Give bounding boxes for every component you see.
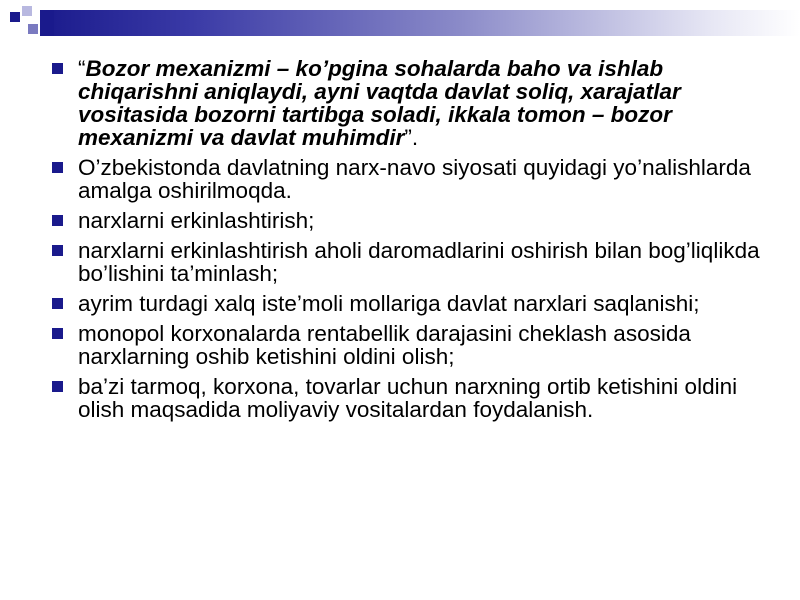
list-item-text: ba’zi tarmoq, korxona, tovarlar uchun narxning ortib ketishini oldini olish maqsadida moliyaviy vositalardan foydalanish. (78, 374, 738, 422)
header-gradient-bar (40, 10, 800, 36)
square-bullet-icon (52, 381, 63, 392)
list-item-text: O’zbekistonda davlatning narx-navo siyosati quyidagi yo’nalishlarda amalga oshirilmoqda. (78, 155, 751, 203)
list-item (50, 375, 770, 421)
decor-square (28, 24, 38, 34)
square-bullet-icon (52, 63, 63, 74)
list-item (50, 322, 770, 368)
close-quote: ”. (404, 125, 419, 150)
open-quote: “ (78, 56, 86, 81)
list-item-text: narxlarni erkinlashtirish; (78, 208, 315, 233)
square-bullet-icon (52, 215, 63, 226)
list-item (50, 156, 770, 202)
list-item (50, 57, 770, 149)
square-bullet-icon (52, 328, 63, 339)
decor-square (40, 10, 54, 36)
list-item (50, 292, 770, 315)
slide-content (50, 57, 770, 428)
list-item (50, 239, 770, 285)
header-decoration (0, 0, 800, 60)
quote-text: Bozor mexanizmi – ko’pgina sohalarda baho va ishlab chiqarishni aniqlaydi, ayni vaqtda davlat soliq, xarajatlar vositasida bozorni tartibga soladi, ikkala tomon – bozor mexanizmi va davlat muhimdir (78, 56, 681, 150)
decor-square (10, 12, 20, 22)
list-item-text: ayrim turdagi xalq iste’moli mollariga davlat narxlari saqlanishi; (78, 291, 700, 316)
list-item-text: narxlarni erkinlashtirish aholi daromadlarini oshirish bilan bog’liqlikda bo’lishini ta’minlash; (78, 238, 760, 286)
list-item-text: monopol korxonalarda rentabellik darajasini cheklash asosida narxlarning oshib ketishini oldini olish; (78, 321, 691, 369)
square-bullet-icon (52, 298, 63, 309)
square-bullet-icon (52, 245, 63, 256)
decor-square (22, 6, 32, 16)
square-bullet-icon (52, 162, 63, 173)
list-item (50, 209, 770, 232)
